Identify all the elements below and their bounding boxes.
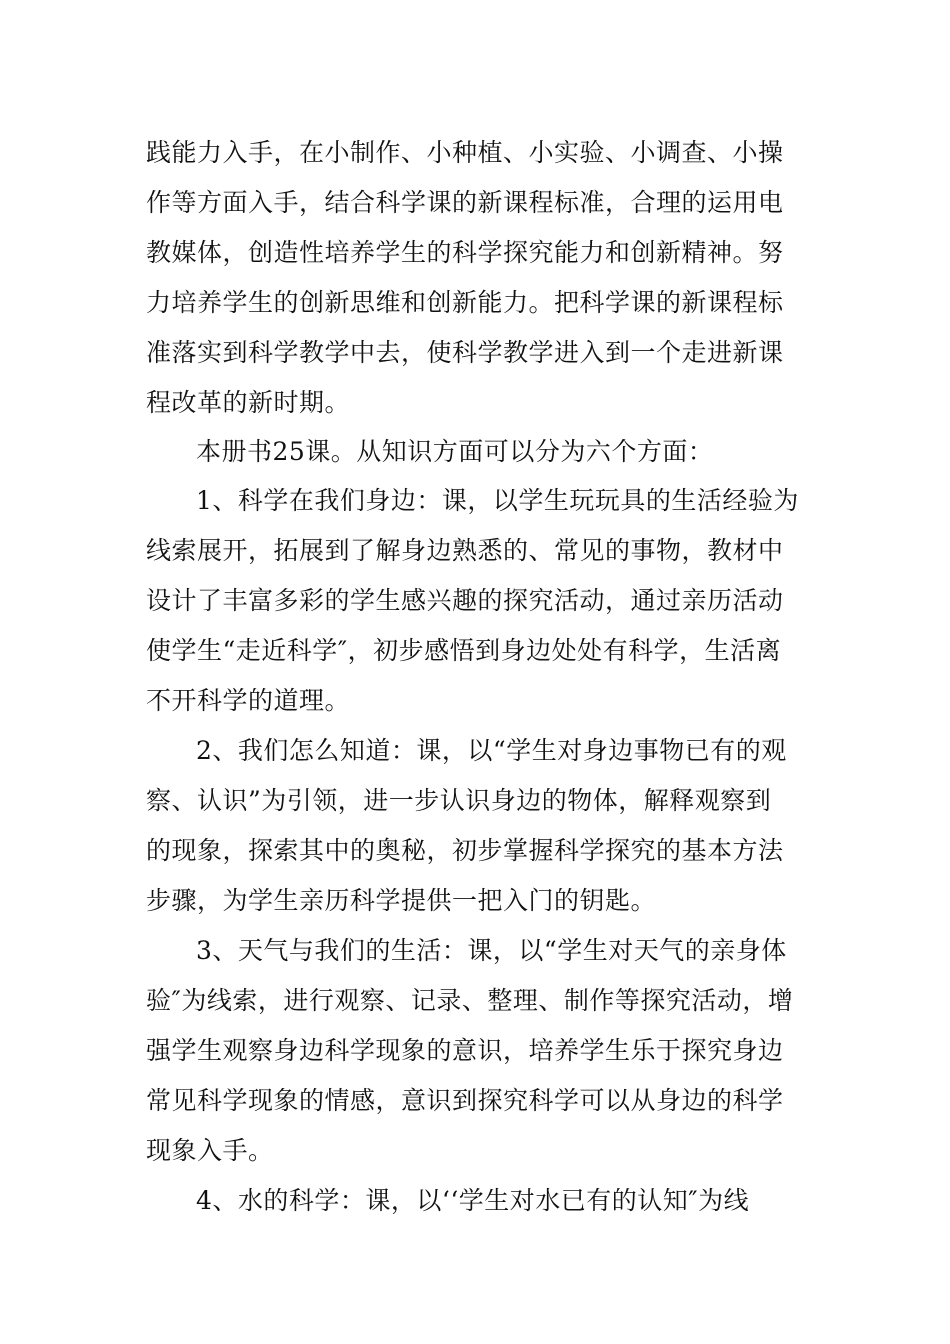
text-line: 程改革的新时期。 — [146, 388, 351, 417]
text-line: 线索展开，拓展到了解身边熟悉的、常见的事物，教材中 — [146, 536, 784, 565]
text-line: 强学生观察身边科学现象的意识，培养学生乐于探究身边 — [146, 1036, 784, 1065]
text-line: 准落实到科学教学中去，使科学教学进入到一个走进新课 — [146, 338, 784, 367]
text-line: 使学生“走近科学″，初步感悟到身边处处有科学，生活离 — [146, 636, 782, 665]
text-line: 1、科学在我们身边：课，以学生玩玩具的生活经验为 — [196, 486, 799, 515]
text-line: 4、水的科学：课，以‘‘学生对水已有的认知″为线 — [196, 1186, 750, 1215]
text-line: 作等方面入手，结合科学课的新课程标准，合理的运用电 — [146, 188, 784, 217]
text-line: 设计了丰富多彩的学生感兴趣的探究活动，通过亲历活动 — [146, 586, 784, 615]
section-intro-line: 本册书25课。从知识方面可以分为六个方面： — [196, 437, 714, 466]
text-line: 步骤，为学生亲历科学提供一把入门的钥匙。 — [146, 886, 657, 915]
text-line: 验″为线索，进行观察、记录、整理、制作等探究活动，增 — [146, 986, 794, 1015]
text-line: 3、天气与我们的生活：课，以“学生对天气的亲身体 — [196, 936, 787, 965]
text-line: 力培养学生的创新思维和创新能力。把科学课的新课程标 — [146, 288, 784, 317]
text-line: 现象入手。 — [146, 1136, 274, 1165]
text-line: 教媒体，创造性培养学生的科学探究能力和创新精神。努 — [146, 238, 784, 267]
text-line: 常见科学现象的情感，意识到探究科学可以从身边的科学 — [146, 1086, 784, 1115]
text-line: 察、认识”为引领，进一步认识身边的物体，解释观察到 — [146, 786, 772, 815]
text-line: 践能力入手，在小制作、小种植、小实验、小调查、小操 — [146, 138, 784, 167]
text-line: 的现象，探索其中的奥秘，初步掌握科学探究的基本方法 — [146, 836, 784, 865]
text-line: 不开科学的道理。 — [146, 686, 351, 715]
text-line: 2、我们怎么知道：课，以“学生对身边事物已有的观 — [196, 736, 787, 765]
